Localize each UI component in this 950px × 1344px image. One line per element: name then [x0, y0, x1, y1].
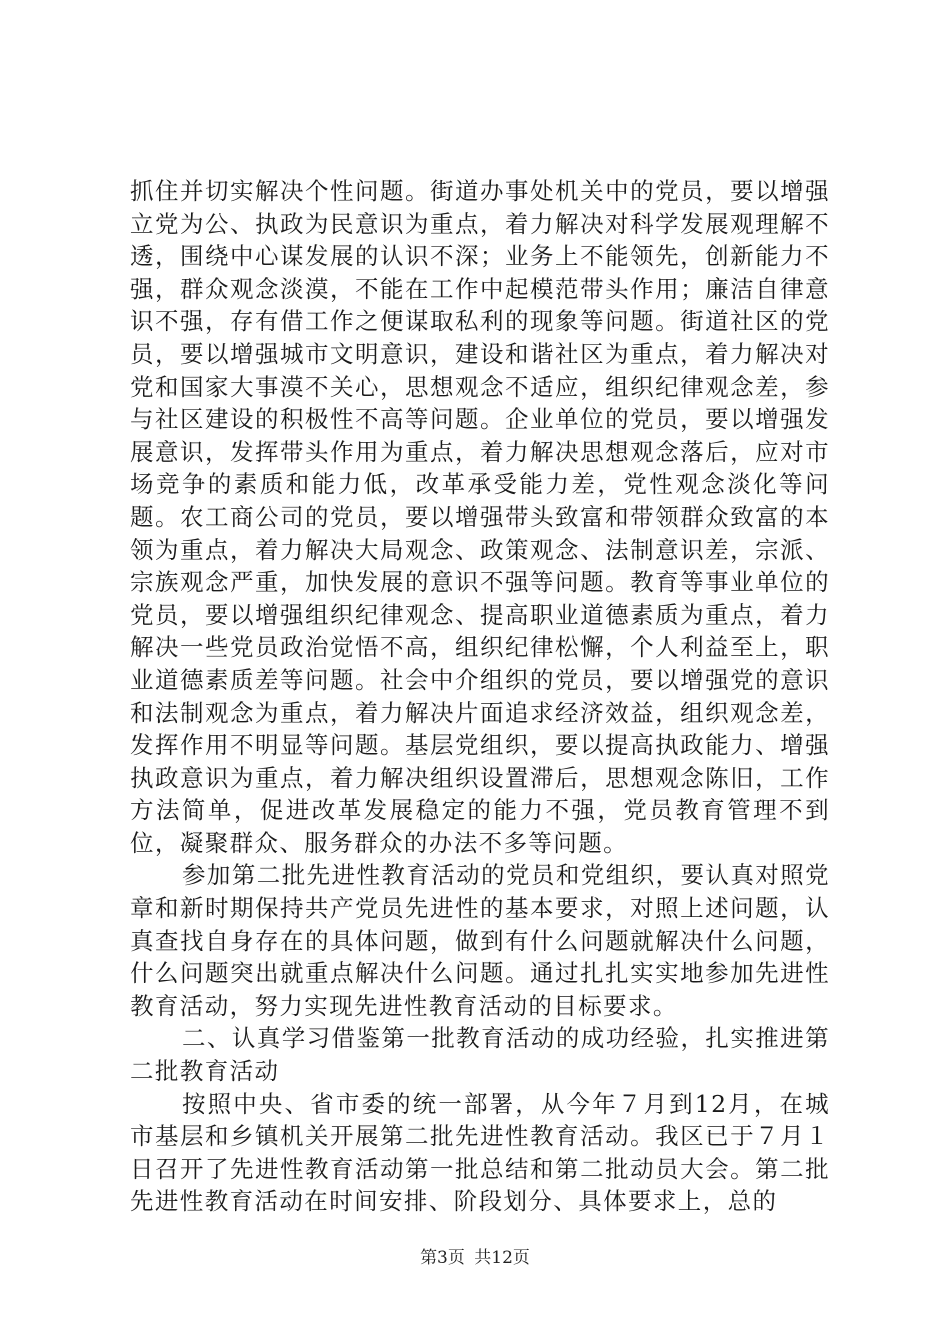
document-body [130, 175, 830, 1218]
paragraph-2: 参加第二批先进性教育活动的党员和党组织，要认真对照党章和新时期保持共产党员先进性的基本要求，对照上述问题，认真查找自身存在的具体问题，做到有什么问题就解决什么问题，什么问题突出就重点解决什么问题。通过扎扎实实地参加先进性教育活动，努力实现先进性教育活动的目标要求。 [130, 861, 830, 1020]
page-total: 共12页 [474, 1248, 530, 1268]
paragraph-1: 抓住并切实解决个性问题。街道办事处机关中的党员，要以增强立党为公、执政为民意识为重点，着力解决对科学发展观理解不透，围绕中心谋发展的认识不深；业务上不能领先，创新能力不强，群众观念淡漠，不能在工作中起模范带头作用；廉洁自律意识不强，存有借工作之便谋取私利的现象等问题。街道社区的党员，要以增强城市文明意识，建设和谐社区为重点，着力解决对党和国家大事漠不关心，思想观念不适应，组织纪律观念差，参与社区建设的积极性不高等问题。企业单位的党员，要以增强发展意识，发挥带头作用为重点，着力解决思想观念落后，应对市场竞争的素质和能力低，改革承受能力差，党性观念淡化等问题。农工商公司的党员，要以增强带头致富和带领群众致富的本领为重点，着力解决大局观念、政策观念、法制意识差，宗派、宗族观念严重，加快发展的意识不强等问题。教育等事业单位的党员，要以增强组织纪律观念、提高职业道德素质为重点，着力解决一些党员政治觉悟不高，组织纪律松懈，个人利益至上，职业道德素质差等问题。社会中介组织的党员，要以增强党的意识和法制观念为重点，着力解决片面追求经济效益，组织观念差，发挥作用不明显等问题。基层党组织，要以提高执政能力、增强执政意识为重点，着力解决组织设置滞后，思想观念陈旧，工作方法简单，促进改革发展稳定的能力不强，党员教育管理不到位，凝聚群众、服务群众的办法不多等问题。 [130, 177, 830, 857]
paragraph-3: 按照中央、省市委的统一部署，从今年７月到12月，在城市基层和乡镇机关开展第二批先进性教育活动。我区已于７月１日召开了先进性教育活动第一批总结和第二批动员大会。第二批先进性教育活动在时间安排、阶段划分、具体要求上，总的 [130, 1089, 830, 1216]
page-number: 第3页 [420, 1248, 465, 1268]
page-footer [0, 1243, 950, 1268]
section-heading-2: 二、认真学习借鉴第一批教育活动的成功经验，扎实推进第二批教育活动 [130, 1024, 830, 1086]
